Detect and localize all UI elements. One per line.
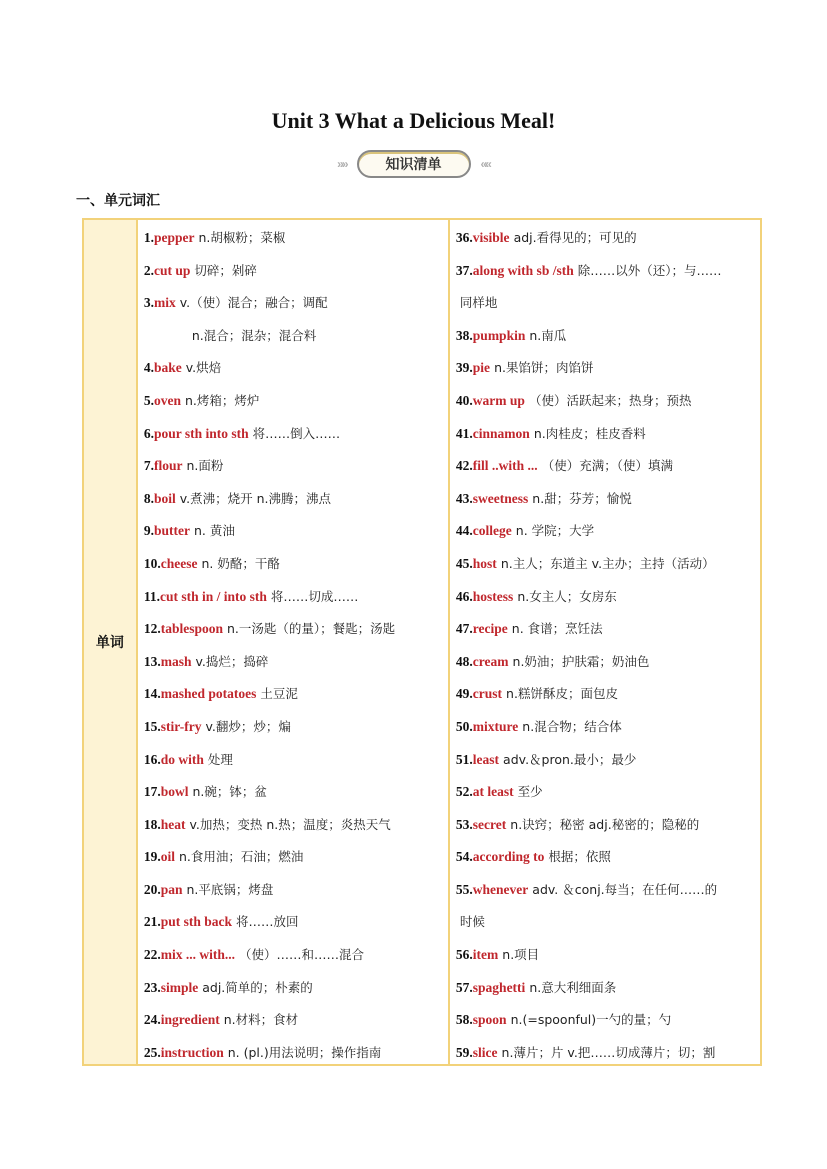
- entry-number: 44.: [455, 523, 473, 539]
- entry-number: 47.: [455, 621, 473, 637]
- entry-word: along with sb /sth: [472, 262, 574, 278]
- vocab-entry: [456, 678, 760, 711]
- entry-word: host: [472, 555, 497, 571]
- entry-word: visible: [472, 230, 510, 245]
- entry-definition: （使）……和……混合: [238, 947, 364, 963]
- entry-number: 58.: [455, 1012, 473, 1028]
- entry-definition: n. (pl.)用法说明；操作指南: [227, 1044, 382, 1060]
- entry-word: slice: [472, 1044, 498, 1060]
- entry-number: 5.: [143, 392, 154, 408]
- vocab-entry: [456, 255, 760, 288]
- entry-definition: 将……倒入……: [252, 425, 341, 441]
- entry-number: 37.: [455, 262, 473, 278]
- entry-number: 7.: [143, 458, 154, 474]
- entry-word: warm up: [472, 392, 525, 408]
- vocab-entry: [144, 646, 448, 679]
- vocab-entry: [144, 972, 448, 1005]
- vocab-entry: [456, 972, 760, 1005]
- entry-definition: n.奶油；护肤霜；奶油色: [512, 653, 650, 669]
- entry-word: mashed potatoes: [160, 686, 257, 702]
- entry-number: 14.: [143, 686, 161, 702]
- entry-word: bowl: [160, 784, 189, 800]
- entry-word: pan: [160, 881, 183, 897]
- vocab-entry: [144, 841, 448, 874]
- entry-number: 6.: [143, 425, 154, 441]
- vocab-entry: [456, 483, 760, 516]
- entry-number: 22.: [143, 947, 161, 963]
- vocab-entry: [456, 222, 760, 255]
- entry-word: at least: [472, 784, 514, 800]
- entry-number: 9.: [143, 523, 154, 539]
- entry-number: 46.: [455, 588, 473, 604]
- vocab-entry: [456, 287, 760, 320]
- entry-definition: 将……放回: [236, 914, 299, 930]
- entry-word: cream: [472, 653, 509, 669]
- page-title: Unit 3 What a Delicious Meal!: [271, 108, 556, 133]
- entry-word: mixture: [472, 718, 519, 734]
- entry-definition: adv.＆pron.最小；最少: [503, 751, 637, 767]
- entry-number: 43.: [455, 490, 473, 506]
- vocab-entry: [456, 776, 760, 809]
- vocabulary-column-left: [138, 220, 450, 1064]
- vocab-entry: [144, 744, 448, 777]
- entry-number: 25.: [143, 1044, 161, 1060]
- entry-word: tablespoon: [160, 621, 223, 637]
- entry-definition: n.面粉: [186, 458, 224, 474]
- entry-definition: 处理: [207, 751, 233, 767]
- entry-number: 53.: [455, 816, 473, 832]
- vocab-entry: [456, 711, 760, 744]
- entry-definition: n.薄片；片 v.把……切成薄片；切；割: [501, 1044, 716, 1060]
- entry-word: spoon: [472, 1012, 507, 1028]
- vocab-entry: [456, 646, 760, 679]
- entry-word: spaghetti: [472, 979, 526, 995]
- entry-word: put sth back: [160, 914, 232, 930]
- entry-number: 40.: [455, 392, 473, 408]
- vocab-entry: [144, 906, 448, 939]
- entry-number: 17.: [143, 784, 161, 800]
- entry-word: do with: [160, 751, 204, 767]
- entry-word: pepper: [153, 230, 195, 245]
- entry-word: cinnamon: [472, 425, 530, 441]
- entry-number: 45.: [455, 555, 473, 571]
- entry-number: 54.: [455, 849, 473, 865]
- entry-definition: 土豆泥: [260, 686, 298, 702]
- vocab-entry: [144, 711, 448, 744]
- entry-number: 39.: [455, 360, 473, 376]
- vocab-entry: [456, 418, 760, 451]
- vocab-entry: [144, 222, 448, 255]
- vocab-entry: [144, 581, 448, 614]
- entry-definition: n.南瓜: [529, 327, 567, 343]
- vocab-entry: [144, 874, 448, 907]
- entry-number: 16.: [143, 751, 161, 767]
- entry-word: butter: [153, 523, 190, 539]
- knowledge-list-badge: 知识清单: [357, 150, 471, 178]
- entry-definition: n.碗；钵；盆: [192, 784, 267, 800]
- vocab-entry: [144, 320, 448, 353]
- entry-definition: n.混合；混杂；混合料: [191, 327, 317, 343]
- entry-definition: n.材料；食材: [223, 1012, 299, 1028]
- entry-definition: n.混合物；结合体: [522, 718, 622, 734]
- vocab-entry: [144, 287, 448, 320]
- entry-definition: 根据；依照: [548, 849, 611, 865]
- vocab-entry: [144, 1037, 448, 1070]
- entry-definition: n.烤箱；烤炉: [184, 392, 260, 408]
- entry-number: 51.: [455, 751, 473, 767]
- entry-word: mix: [153, 295, 176, 311]
- entry-number: 1.: [143, 230, 154, 245]
- entry-definition: 切碎；剁碎: [194, 262, 257, 278]
- entry-definition: n.项目: [502, 947, 540, 963]
- entry-word: secret: [472, 816, 507, 832]
- entry-definition: n.平底锅；烤盘: [186, 881, 274, 897]
- entry-number: 48.: [455, 653, 473, 669]
- entry-definition: adj.看得见的；可见的: [513, 230, 637, 245]
- vocab-entry: [144, 450, 448, 483]
- entry-word: pour sth into sth: [153, 425, 249, 441]
- vocab-entry: [456, 1037, 760, 1070]
- entry-word: stir-fry: [160, 718, 202, 734]
- entry-number: 13.: [143, 653, 161, 669]
- entry-number: 50.: [455, 718, 473, 734]
- vocab-entry: [144, 255, 448, 288]
- entry-definition: n.一汤匙（的量）；餐匙；汤匙: [227, 621, 396, 637]
- entry-definition: 至少: [517, 784, 543, 800]
- vocab-entry: [144, 809, 448, 842]
- entry-number: 36.: [455, 230, 473, 245]
- entry-word: bake: [153, 360, 182, 376]
- vocab-entry: [144, 678, 448, 711]
- entry-word: oven: [153, 392, 181, 408]
- vocab-entry: [456, 1004, 760, 1037]
- vocab-entry: [456, 809, 760, 842]
- entry-number: 42.: [455, 458, 473, 474]
- entry-number: 55.: [455, 881, 473, 897]
- entry-definition: v.（使）混合；融合；调配: [179, 295, 328, 311]
- entry-word: according to: [472, 849, 545, 865]
- entry-word: cheese: [160, 555, 198, 571]
- entry-definition: adv. ＆conj.每当；在任何……的: [532, 881, 718, 897]
- vocab-entry: [456, 548, 760, 581]
- entry-number: 21.: [143, 914, 161, 930]
- entry-number: 8.: [143, 490, 154, 506]
- vocab-entry: [144, 613, 448, 646]
- category-cell: 单词: [84, 220, 138, 1064]
- entry-word: mix ... with...: [160, 947, 235, 963]
- entry-number: 2.: [143, 262, 154, 278]
- entry-definition: n.糕饼酥皮；面包皮: [506, 686, 618, 702]
- vocab-entry: [144, 548, 448, 581]
- entry-word: heat: [160, 816, 186, 832]
- entry-definition: n.主人；东道主 v.主办；主持（活动）: [500, 555, 715, 571]
- entry-definition: n.女主人；女房东: [517, 588, 617, 604]
- entry-number: 52.: [455, 784, 473, 800]
- vocab-entry: [144, 385, 448, 418]
- vocab-entry: [456, 515, 760, 548]
- entry-number: 11.: [143, 588, 160, 604]
- double-arrow-left-icon: ««: [480, 157, 490, 171]
- vocab-entry: [144, 352, 448, 385]
- entry-definition: n.意大利细面条: [529, 979, 617, 995]
- vocab-entry: [144, 1004, 448, 1037]
- entry-word: simple: [160, 979, 199, 995]
- entry-word: mash: [160, 653, 192, 669]
- entry-word: oil: [160, 849, 175, 865]
- entry-definition: （使）充满；（使）填满: [541, 458, 673, 474]
- vocabulary-column-right: [450, 220, 760, 1064]
- entry-word: ingredient: [160, 1012, 220, 1028]
- entry-word: pumpkin: [472, 327, 526, 343]
- entry-definition: n. 食谱；烹饪法: [511, 621, 603, 637]
- entry-number: 4.: [143, 360, 154, 376]
- entry-definition: n.(=spoonful)一勺的量；勺: [510, 1012, 672, 1028]
- entry-number: 19.: [143, 849, 161, 865]
- vocab-entry: [144, 939, 448, 972]
- section-heading: 一、单元词汇: [76, 193, 160, 209]
- entry-definition: 除……以外（还）；与……: [577, 262, 722, 278]
- vocab-entry: [456, 450, 760, 483]
- entry-definition: n.肉桂皮；桂皮香料: [533, 425, 646, 441]
- entry-word: instruction: [160, 1044, 224, 1060]
- entry-word: boil: [153, 490, 176, 506]
- entry-word: whenever: [472, 881, 529, 897]
- vocabulary-table: [82, 218, 762, 1066]
- vocab-entry: [456, 939, 760, 972]
- vocab-entry: [456, 320, 760, 353]
- entry-definition: v.烘焙: [185, 360, 222, 376]
- entry-definition: v.加热；变热 n.热；温度；炎热天气: [189, 816, 391, 832]
- vocab-entry: [456, 906, 760, 939]
- entry-definition: （使）活跃起来；热身；预热: [528, 392, 692, 408]
- entry-number: 12.: [143, 621, 161, 637]
- entry-number: 3.: [143, 295, 154, 311]
- section-badge-row: [0, 148, 827, 180]
- entry-definition: 同样地: [459, 295, 498, 311]
- entry-definition: n.果馅饼；肉馅饼: [494, 360, 594, 376]
- entry-word: least: [472, 751, 500, 767]
- entry-definition: n.胡椒粉；菜椒: [198, 230, 286, 245]
- entry-definition: v.翻炒；炒；煸: [205, 718, 291, 734]
- vocab-entry: [456, 581, 760, 614]
- entry-number: 38.: [455, 327, 473, 343]
- entry-definition: v.煮沸；烧开 n.沸腾；沸点: [179, 490, 332, 506]
- entry-definition: v.捣烂；捣碎: [195, 653, 269, 669]
- double-arrow-right-icon: »»: [337, 157, 347, 171]
- entry-number: 56.: [455, 947, 473, 963]
- entry-word: item: [472, 947, 499, 963]
- entry-number: 49.: [455, 686, 473, 702]
- entry-number: 57.: [455, 979, 473, 995]
- vocab-entry: [144, 418, 448, 451]
- entry-word: flour: [153, 458, 183, 474]
- vocab-entry: [144, 776, 448, 809]
- entry-number: 41.: [455, 425, 473, 441]
- entry-definition: adj.简单的；朴素的: [202, 979, 313, 995]
- entry-word: sweetness: [472, 490, 529, 506]
- entry-number: 24.: [143, 1012, 161, 1028]
- entry-word: cut up: [153, 262, 191, 278]
- entry-number: 10.: [143, 555, 161, 571]
- entry-word: recipe: [472, 621, 508, 637]
- entry-number: 18.: [143, 816, 161, 832]
- entry-word: college: [472, 523, 512, 539]
- vocab-entry: [456, 841, 760, 874]
- entry-word: cut sth in / into sth: [159, 588, 267, 604]
- entry-number: 20.: [143, 881, 161, 897]
- vocab-entry: [144, 515, 448, 548]
- vocab-entry: [456, 613, 760, 646]
- entry-number: 15.: [143, 718, 161, 734]
- entry-definition: n.诀窍；秘密 adj.秘密的；隐秘的: [510, 816, 700, 832]
- vocab-entry: [456, 744, 760, 777]
- entry-definition: n. 奶酪；干酪: [201, 555, 280, 571]
- entry-word: fill ..with ...: [472, 458, 538, 474]
- entry-definition: n.食用油；石油；燃油: [178, 849, 304, 865]
- entry-definition: 将……切成……: [270, 588, 359, 604]
- vocab-entry: [456, 874, 760, 907]
- vocab-entry: [456, 352, 760, 385]
- entry-word: pie: [472, 360, 491, 376]
- entry-definition: 时候: [459, 914, 485, 930]
- entry-number: 59.: [455, 1044, 473, 1060]
- entry-definition: n.甜；芬芳；愉悦: [532, 490, 632, 506]
- entry-definition: n. 黄油: [193, 523, 235, 539]
- vocab-entry: [456, 385, 760, 418]
- entry-word: crust: [472, 686, 503, 702]
- vocab-entry: [144, 483, 448, 516]
- entry-definition: n. 学院；大学: [515, 523, 595, 539]
- entry-number: 23.: [143, 979, 161, 995]
- entry-word: hostess: [472, 588, 514, 604]
